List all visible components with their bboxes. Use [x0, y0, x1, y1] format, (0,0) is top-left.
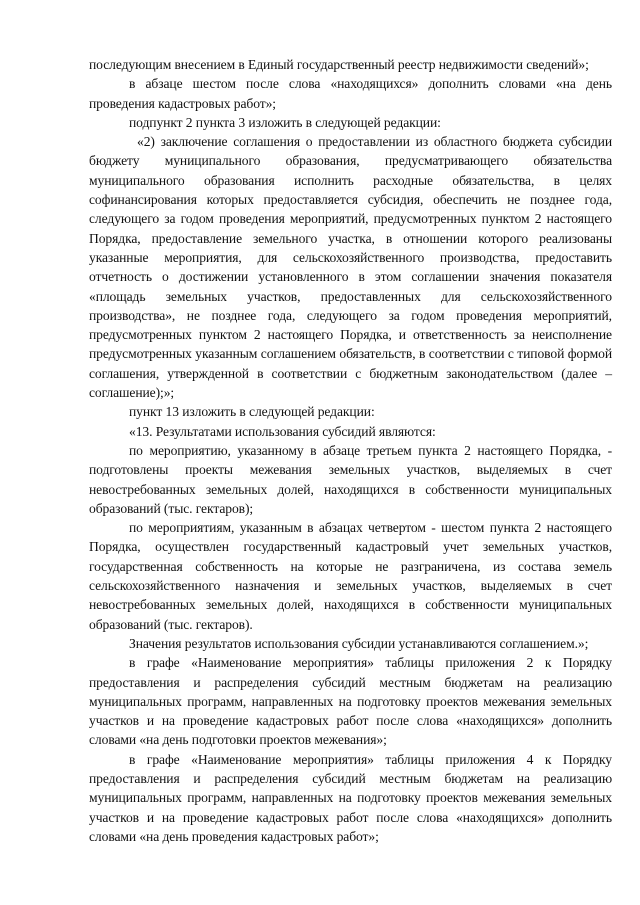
paragraph-appendix-4: в графе «Наименование мероприятия» таблицы приложения 4 к Порядку предоставления и распределения субсидий местным бюджетам на реализацию муниципальных программ, направленных на подготовку проектов межевания земельных участков и на проведение кадастровых работ после слова «находящихся» дополнить словами «на день проведения кадастровых работ»;	[89, 751, 612, 844]
document-body	[89, 55, 612, 846]
paragraph-result-values: Значения результатов использования субсидии устанавливаются соглашением.»;	[129, 635, 589, 651]
paragraph-subpoint2-text: «2) заключение соглашения о предоставлении из областного бюджета субсидии бюджету муниципального образования, предусматривающего обязательства муниципального образования исполнить расходные обязательства, в целях софинансирования которых предоставляется субсидия, обеспечить не позднее года, следующего за годом проведения мероприятий, предусмотренных пунктом 2 настоящего Порядка, предоставление земельного участка, в отношении которого реализованы указанные мероприятия, для сельскохозяйственного производства, предоставить отчетность о достижении установленного в этом соглашении значения показателя «площадь земельных участков, предоставленных для сельскохозяйственного производства», не позднее года, следующего за годом проведения мероприятий, предусмотренных пунктом 2 настоящего Порядка, и ответственность за неисполнение предусмотренных указанным соглашением обязательств, в соответствии с типовой формой соглашения, утвержденной в соответствии с бюджетным законодательством (далее – соглашение);»;	[89, 134, 612, 401]
paragraph-subpoint2-intro: подпункт 2 пункта 3 изложить в следующей редакции:	[129, 114, 441, 130]
paragraph-point13-heading: «13. Результатами использования субсидий являются:	[129, 423, 436, 439]
paragraph-amendment-para6: в абзаце шестом после слова «находящихся» дополнить словами «на день проведения кадастровых работ»;	[89, 76, 612, 111]
paragraph-appendix-2: в графе «Наименование мероприятия» таблицы приложения 2 к Порядку предоставления и распределения субсидий местным бюджетам на реализацию муниципальных программ, направленных на подготовку проектов межевания земельных участков и на проведение кадастровых работ после слова «находящихся» дополнить словами «на день подготовки проектов межевания»;	[89, 655, 612, 748]
paragraph-continuation: последующим внесением в Единый государственный реестр недвижимости сведений»;	[89, 57, 589, 72]
paragraph-result-2: по мероприятиям, указанным в абзацах четвертом - шестом пункта 2 настоящего Порядка, осуществлен государственный кадастровый учет земельных участков, государственная собственность на которые не разграничена, из состава земель сельскохозяйственного назначения и земельных участков, выделяемых в счет невостребованных земельных долей, находящихся в собственности муниципальных образований (тыс. гектаров).	[89, 520, 612, 632]
paragraph-point13-intro: пункт 13 изложить в следующей редакции:	[129, 404, 375, 420]
paragraph-result-1: по мероприятию, указанному в абзаце третьем пункта 2 настоящего Порядка, - подготовлены проекты межевания земельных участков, выделяемых в счет невостребованных земельных долей, находящихся в собственности муниципальных образований (тыс. гектаров);	[89, 442, 612, 516]
